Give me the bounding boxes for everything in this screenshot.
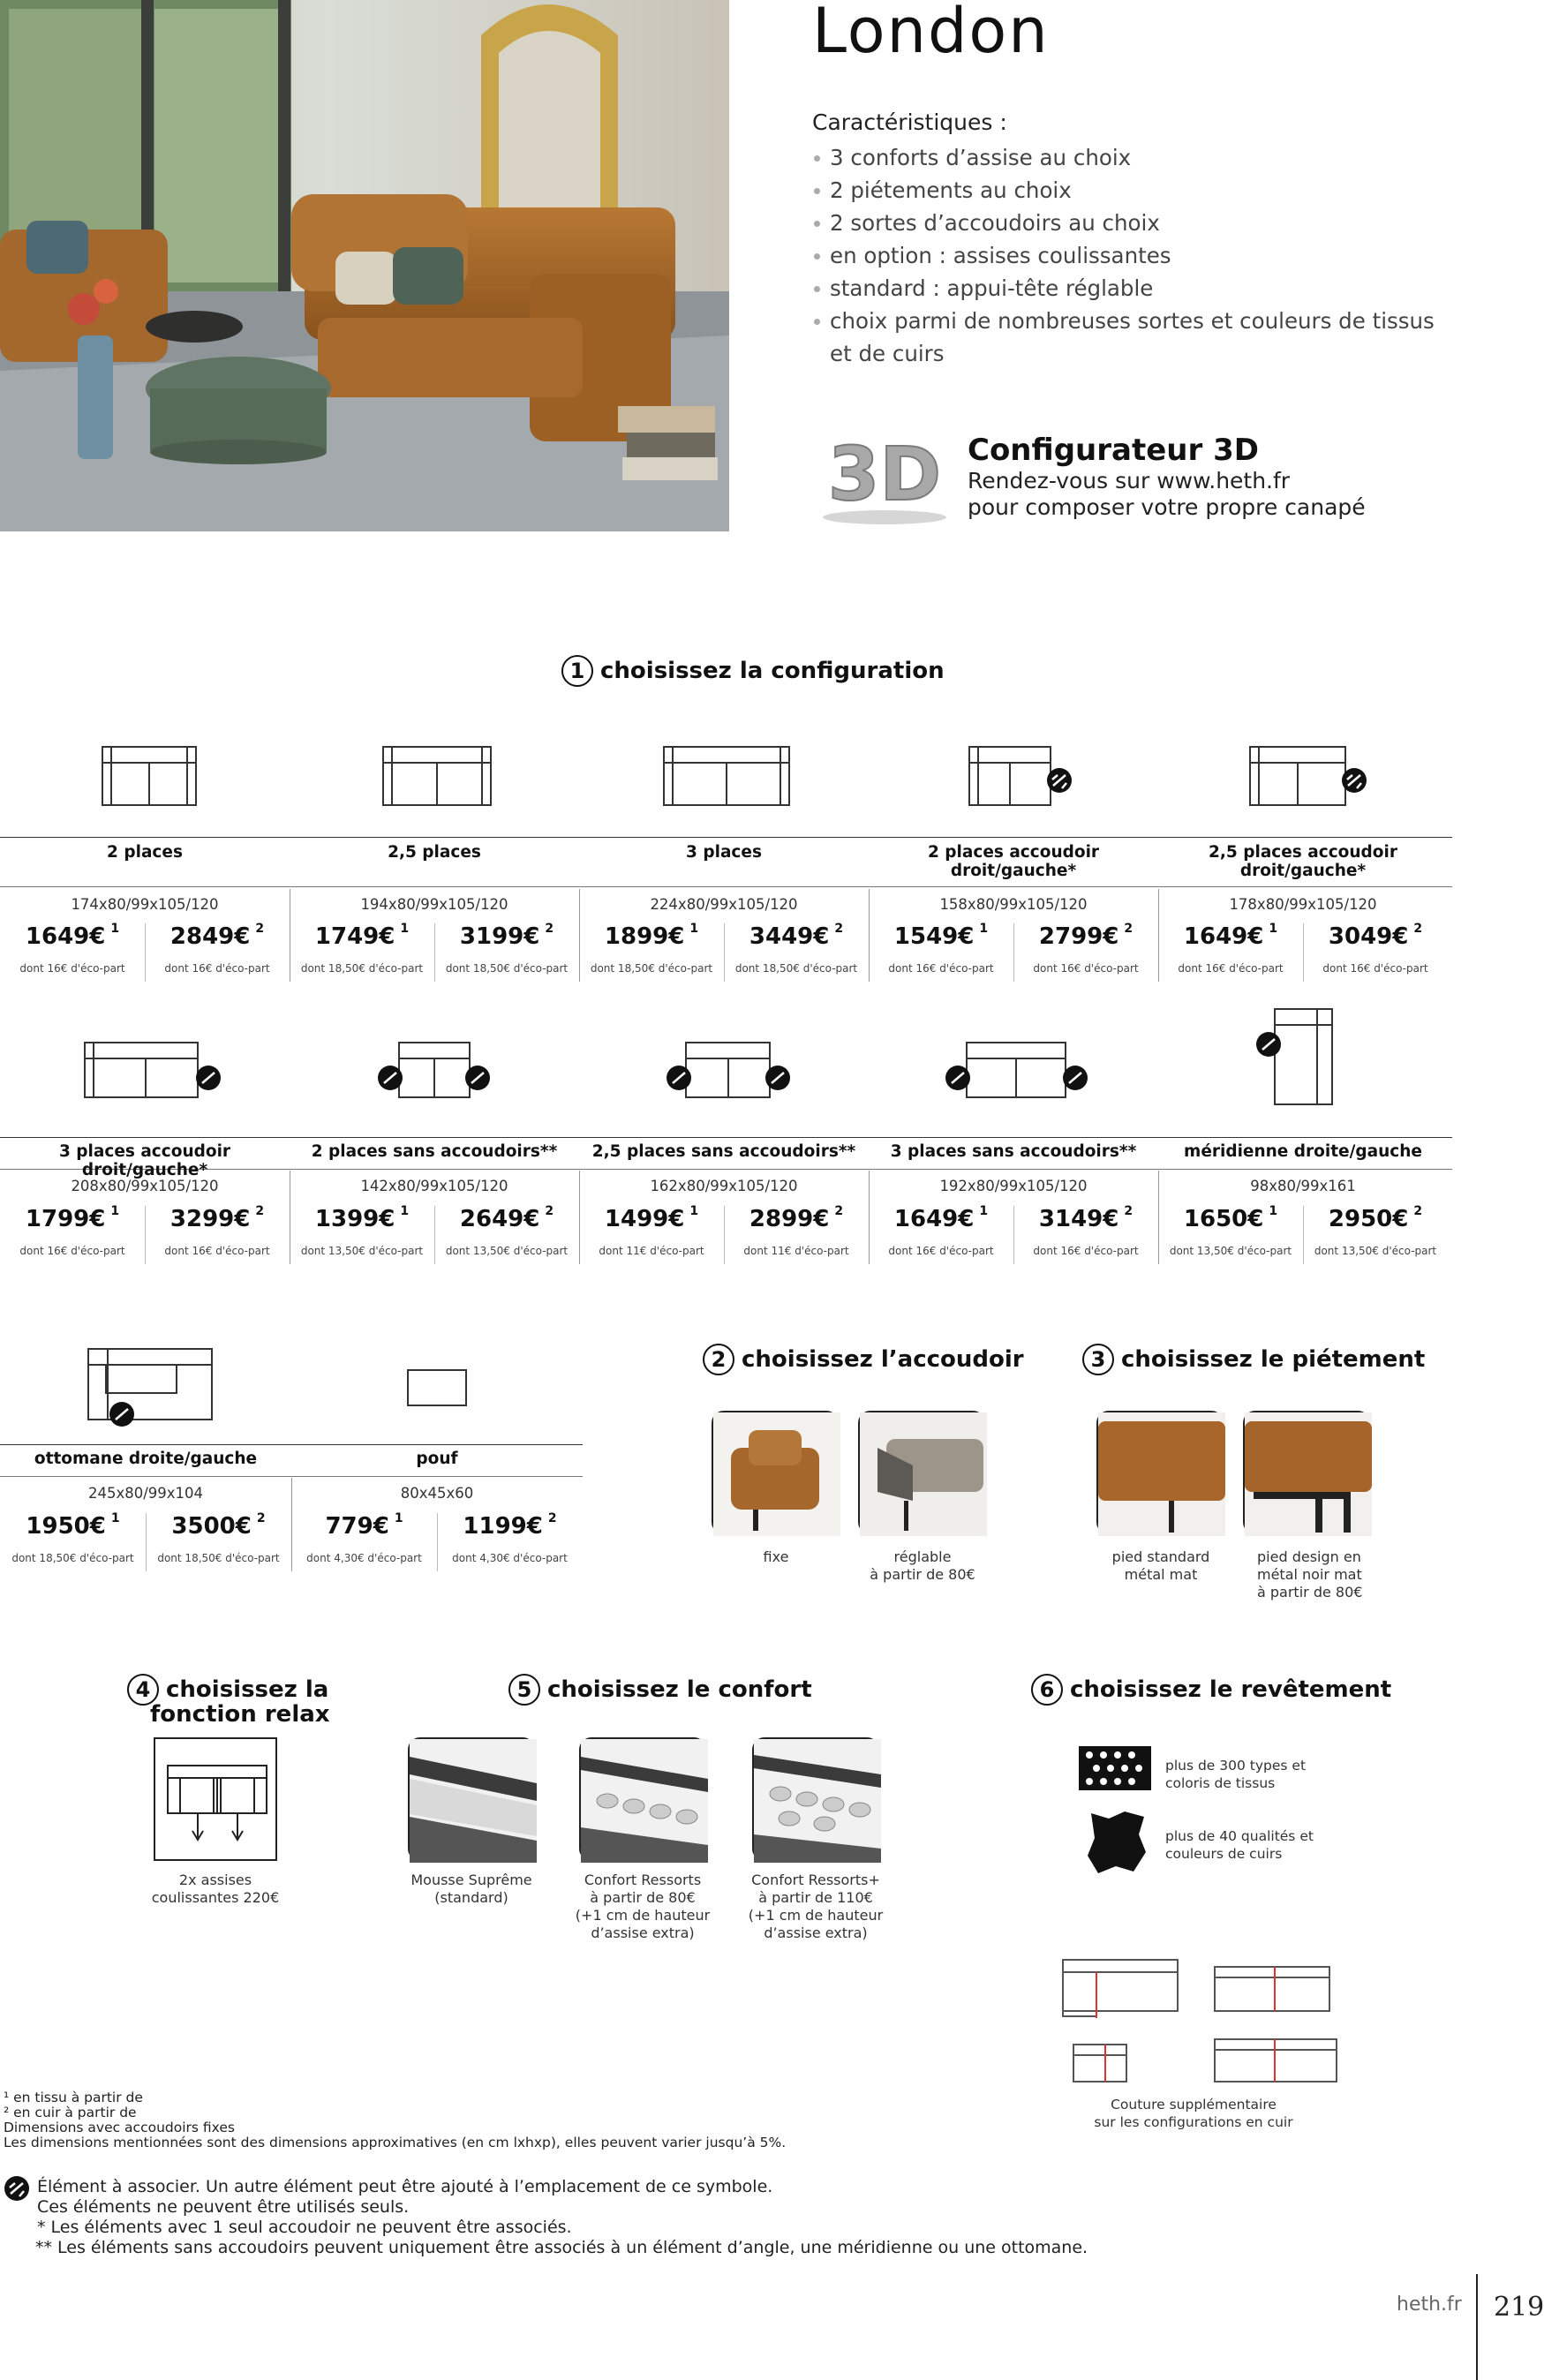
- meridienne-icon: [1275, 1009, 1332, 1104]
- config-name: 2,5 places accoudoir droit/gauche*: [1209, 843, 1397, 880]
- features-list: [812, 141, 1448, 370]
- price-divider: [434, 923, 435, 982]
- relax-caption: 2x assises coulissantes 220€: [151, 1872, 280, 1906]
- eco-part-fabric: dont 18,50€ d'éco-part: [300, 962, 424, 975]
- hero-photo: [0, 0, 729, 531]
- eco-part-leather: dont 18,50€ d'éco-part: [734, 962, 858, 975]
- price-fabric: 1899€ $^1$: [604, 922, 699, 950]
- leg-standard-image[interactable]: [1096, 1411, 1224, 1534]
- price-divider: [1013, 923, 1014, 982]
- price-divider: [146, 1513, 147, 1571]
- price-leather: 2899€ $^2$: [749, 1204, 844, 1232]
- price-fabric: 1649€ $^1$: [1183, 922, 1278, 950]
- price-divider: [724, 923, 725, 982]
- link-symbol-icon: [4, 2175, 30, 2202]
- link-symbol-icon: [196, 1066, 221, 1090]
- config-dimensions: 208x80/99x105/120: [71, 1178, 219, 1194]
- price-divider: [1013, 1206, 1014, 1264]
- price-divider: [145, 923, 146, 982]
- stitch-sofas-icon: [1056, 1951, 1347, 2092]
- eco-part-fabric: dont 11€ d'éco-part: [599, 1245, 704, 1257]
- feature-item: choix parmi de nombreuses sortes et couleurs de tissus: [812, 305, 1448, 337]
- config-name: ottomane droite/gauche: [34, 1450, 258, 1468]
- step-label: choisissez le piétement: [1121, 1346, 1426, 1373]
- comfort-spring-plus-image[interactable]: [752, 1737, 879, 1861]
- page-number: 219: [1494, 2292, 1544, 2323]
- comfort-foam-image[interactable]: [408, 1737, 535, 1861]
- eco-part-leather: dont 16€ d'éco-part: [164, 1245, 270, 1257]
- config-dimensions: 162x80/99x105/120: [650, 1178, 798, 1194]
- config-dimensions: 98x80/99x161: [1250, 1178, 1356, 1194]
- step-label: choisissez le confort: [547, 1676, 812, 1703]
- ottomane-icon: [88, 1349, 212, 1420]
- config-dimensions: 224x80/99x105/120: [650, 896, 798, 913]
- pouf-icon: [408, 1370, 466, 1405]
- eco-part-leather: dont 18,50€ d'éco-part: [445, 962, 569, 975]
- leather-icon: [1082, 1806, 1151, 1877]
- link-symbol-icon: [1256, 1032, 1281, 1057]
- column-divider: [1158, 889, 1159, 982]
- link-symbol-icon: [465, 1066, 490, 1090]
- comfort-spring-caption: Confort Ressorts à partir de 80€ (+1 cm de hauteur d’assise extra): [575, 1872, 711, 1941]
- config-name: 2 places sans accoudoirs**: [311, 1142, 558, 1161]
- column-divider: [579, 889, 580, 982]
- eco-part-leather: dont 18,50€ d'éco-part: [157, 1552, 280, 1564]
- eco-part-fabric: dont 13,50€ d'éco-part: [300, 1245, 424, 1257]
- sofa-2-5-sans-icon: [686, 1043, 770, 1097]
- comfort-foam-caption: Mousse Suprême (standard): [410, 1872, 532, 1906]
- link-symbol-icon: [378, 1066, 403, 1090]
- eco-part-fabric: dont 18,50€ d'éco-part: [11, 1552, 134, 1564]
- price-leather: 3149€ $^2$: [1038, 1204, 1134, 1232]
- fabric-icon: [1075, 1737, 1155, 1799]
- link-symbol-icon: [1342, 768, 1367, 793]
- step-label: choisissez la fonction relax: [150, 1676, 330, 1728]
- step-5-heading: [508, 1677, 812, 1706]
- armrest-adjustable-caption: réglable à partir de 80€: [870, 1548, 975, 1583]
- config-dimensions: 194x80/99x105/120: [360, 896, 508, 913]
- config-name: 2,5 places sans accoudoirs**: [591, 1142, 856, 1161]
- row1-sofa-icons: [0, 733, 1536, 812]
- comfort-spring-plus-caption: Confort Ressorts+ à partir de 110€ (+1 cm de hauteur d’assise extra): [748, 1872, 884, 1941]
- price-leather: 1199€ $^2$: [463, 1511, 557, 1540]
- armrest-fixed-image[interactable]: [712, 1411, 839, 1534]
- row2-sofa-icons: [0, 1002, 1536, 1108]
- price-fabric: 1549€ $^1$: [893, 922, 989, 950]
- link-symbol-icon: [109, 1402, 134, 1427]
- sofa-2-5-accoudoir-icon: [1250, 747, 1345, 805]
- price-leather: 2649€ $^2$: [459, 1204, 554, 1232]
- price-fabric: 1649€ $^1$: [893, 1204, 989, 1232]
- step-1-heading: [561, 659, 945, 687]
- config-dimensions: 245x80/99x104: [87, 1485, 204, 1502]
- config-dimensions: 80x45x60: [400, 1485, 474, 1502]
- config-name: 3 places: [686, 843, 762, 862]
- feature-item: 3 conforts d’assise au choix: [812, 141, 1448, 174]
- price-fabric: 1799€ $^1$: [25, 1204, 120, 1232]
- price-fabric: 1650€ $^1$: [1183, 1204, 1278, 1232]
- price-leather: 2950€ $^2$: [1328, 1204, 1423, 1232]
- price-fabric: 779€ $^1$: [325, 1511, 403, 1540]
- column-divider: [291, 1478, 292, 1571]
- eco-part-fabric: dont 13,50€ d'éco-part: [1169, 1245, 1292, 1257]
- column-divider: [869, 889, 870, 982]
- eco-part-fabric: dont 18,50€ d'éco-part: [590, 962, 713, 975]
- price-leather: 2849€ $^2$: [169, 922, 265, 950]
- link-symbol-icon: [1063, 1066, 1088, 1090]
- leather-caption: plus de 40 qualités et couleurs de cuirs: [1165, 1828, 1314, 1862]
- price-leather: 3049€ $^2$: [1328, 922, 1423, 950]
- step-label: choisissez l’accoudoir: [742, 1346, 1024, 1373]
- fabric-caption: plus de 300 types et coloris de tissus: [1165, 1758, 1307, 1791]
- eco-part-leather: dont 16€ d'éco-part: [1033, 1245, 1139, 1257]
- eco-part-fabric: dont 16€ d'éco-part: [19, 1245, 125, 1257]
- step-number: 2: [703, 1344, 734, 1375]
- configurator-text[interactable]: [968, 468, 1366, 521]
- link-symbol-icon: [765, 1066, 790, 1090]
- price-fabric: 1950€ $^1$: [26, 1511, 120, 1540]
- leg-design-image[interactable]: [1243, 1411, 1370, 1534]
- sofa-2-5-places-icon: [383, 747, 491, 805]
- step-3-heading: [1082, 1347, 1425, 1375]
- feature-item: en option : assises coulissantes: [812, 239, 1448, 272]
- step-number: 4: [127, 1674, 159, 1706]
- config-name: 2 places: [107, 843, 183, 862]
- leg-standard-caption: pied standard métal mat: [1111, 1548, 1210, 1583]
- armrest-adjustable-image[interactable]: [858, 1411, 985, 1534]
- features-heading: Caractéristiques :: [812, 109, 1007, 135]
- step-6-heading: [1031, 1677, 1391, 1706]
- sofa-2-accoudoir-icon: [969, 747, 1051, 805]
- page-divider: [1476, 2274, 1478, 2380]
- eco-part-leather: dont 16€ d'éco-part: [1033, 962, 1139, 975]
- sofa-3-sans-icon: [967, 1043, 1066, 1097]
- price-leather: 2799€ $^2$: [1038, 922, 1134, 950]
- feature-item: 2 piétements au choix: [812, 174, 1448, 207]
- step-number: 1: [561, 655, 593, 687]
- feature-item: 2 sortes d’accoudoirs au choix: [812, 207, 1448, 239]
- 3d-badge: 3D: [827, 431, 942, 517]
- sofa-2-sans-icon: [399, 1043, 470, 1097]
- step-4-heading: [127, 1677, 330, 1727]
- link-symbol-icon: [1047, 768, 1072, 793]
- step-number: 5: [508, 1674, 540, 1706]
- eco-part-fabric: dont 4,30€ d'éco-part: [306, 1552, 422, 1564]
- price-divider: [724, 1206, 725, 1264]
- sofa-3-accoudoir-icon: [85, 1043, 198, 1097]
- config-dimensions: 158x80/99x105/120: [939, 896, 1088, 913]
- price-fabric: 1499€ $^1$: [604, 1204, 699, 1232]
- price-divider: [1303, 923, 1304, 982]
- legend: Élément à associer. Un autre élément peut être ajouté à l’emplacement de ce symbole. Ces éléments ne peuvent être utilisés seuls. * Les éléments avec 1 seul accoudoir ne peuvent être associés. ** Les éléments sans accoudoirs peuvent uniquement être associés à un élément d’angle, une méridienne ou une ottomane.: [35, 2177, 1088, 2257]
- config-name: pouf: [416, 1450, 458, 1468]
- config-dimensions: 174x80/99x105/120: [71, 896, 219, 913]
- config-name: 3 places accoudoir droit/gauche*: [58, 1142, 231, 1179]
- eco-part-fabric: dont 16€ d'éco-part: [888, 962, 994, 975]
- 3d-logo-icon: [814, 429, 955, 528]
- footnotes: ¹ en tissu à partir de ² en cuir à partir de Dimensions avec accoudoirs fixes Les dimensions mentionnées sont des dimensions approximatives (en cm lxhxp), elles peuvent varier jusqu’à 5%.: [4, 2090, 787, 2150]
- sofa-3-places-icon: [664, 747, 789, 805]
- config-name: méridienne droite/gauche: [1184, 1142, 1422, 1161]
- comfort-spring-image[interactable]: [579, 1737, 706, 1861]
- configurator-title: Configurateur 3D: [968, 433, 1259, 468]
- price-divider: [1303, 1206, 1304, 1264]
- eco-part-leather: dont 13,50€ d'éco-part: [1314, 1245, 1437, 1257]
- column-divider: [869, 1171, 870, 1264]
- config-name: 2 places accoudoir droit/gauche*: [927, 843, 1100, 880]
- eco-part-leather: dont 4,30€ d'éco-part: [452, 1552, 568, 1564]
- eco-part-leather: dont 16€ d'éco-part: [1322, 962, 1428, 975]
- configurator-subtext: pour composer votre propre canapé: [968, 494, 1366, 520]
- link-symbol-icon: [667, 1066, 691, 1090]
- eco-part-leather: dont 13,50€ d'éco-part: [445, 1245, 569, 1257]
- price-divider: [437, 1513, 438, 1571]
- site-url[interactable]: heth.fr: [1397, 2293, 1462, 2316]
- armrest-fixed-caption: fixe: [763, 1548, 789, 1565]
- step-number: 3: [1082, 1344, 1114, 1375]
- step-label: choisissez le revêtement: [1070, 1676, 1392, 1703]
- product-title: London: [812, 0, 1050, 67]
- price-fabric: 1649€ $^1$: [25, 922, 120, 950]
- price-fabric: 1749€ $^1$: [314, 922, 410, 950]
- price-divider: [434, 1206, 435, 1264]
- stitch-caption: Couture supplémentaire sur les configurations en cuir: [1094, 2097, 1293, 2130]
- price-leather: 3199€ $^2$: [459, 922, 554, 950]
- config-name: 3 places sans accoudoirs**: [890, 1142, 1137, 1161]
- feature-item-continued: et de cuirs: [830, 341, 945, 366]
- configurator-link[interactable]: Rendez-vous sur www.heth.fr: [968, 468, 1291, 493]
- leg-design-caption: pied design en métal noir mat à partir de 80€: [1257, 1548, 1363, 1600]
- column-divider: [579, 1171, 580, 1264]
- price-leather: 3449€ $^2$: [749, 922, 844, 950]
- price-leather: 3500€ $^2$: [171, 1511, 266, 1540]
- relax-sliding-seat-image[interactable]: [154, 1737, 277, 1861]
- step-label: choisissez la configuration: [600, 658, 945, 684]
- config-name: 2,5 places: [388, 843, 481, 862]
- sofa-2-places-icon: [102, 747, 196, 805]
- config-dimensions: 142x80/99x105/120: [360, 1178, 508, 1194]
- feature-item: standard : appui-tête réglable: [812, 272, 1448, 305]
- price-divider: [145, 1206, 146, 1264]
- step-2-heading: [703, 1347, 1024, 1375]
- eco-part-fabric: dont 16€ d'éco-part: [19, 962, 125, 975]
- price-leather: 3299€ $^2$: [169, 1204, 265, 1232]
- config-dimensions: 192x80/99x105/120: [939, 1178, 1088, 1194]
- eco-part-leather: dont 16€ d'éco-part: [164, 962, 270, 975]
- column-divider: [1158, 1171, 1159, 1264]
- eco-part-fabric: dont 16€ d'éco-part: [1178, 962, 1284, 975]
- row3-sofa-icons: [0, 1333, 618, 1430]
- eco-part-leather: dont 11€ d'éco-part: [743, 1245, 849, 1257]
- link-symbol-icon: [945, 1066, 970, 1090]
- step-number: 6: [1031, 1674, 1063, 1706]
- config-dimensions: 178x80/99x105/120: [1229, 896, 1377, 913]
- eco-part-fabric: dont 16€ d'éco-part: [888, 1245, 994, 1257]
- price-fabric: 1399€ $^1$: [314, 1204, 410, 1232]
